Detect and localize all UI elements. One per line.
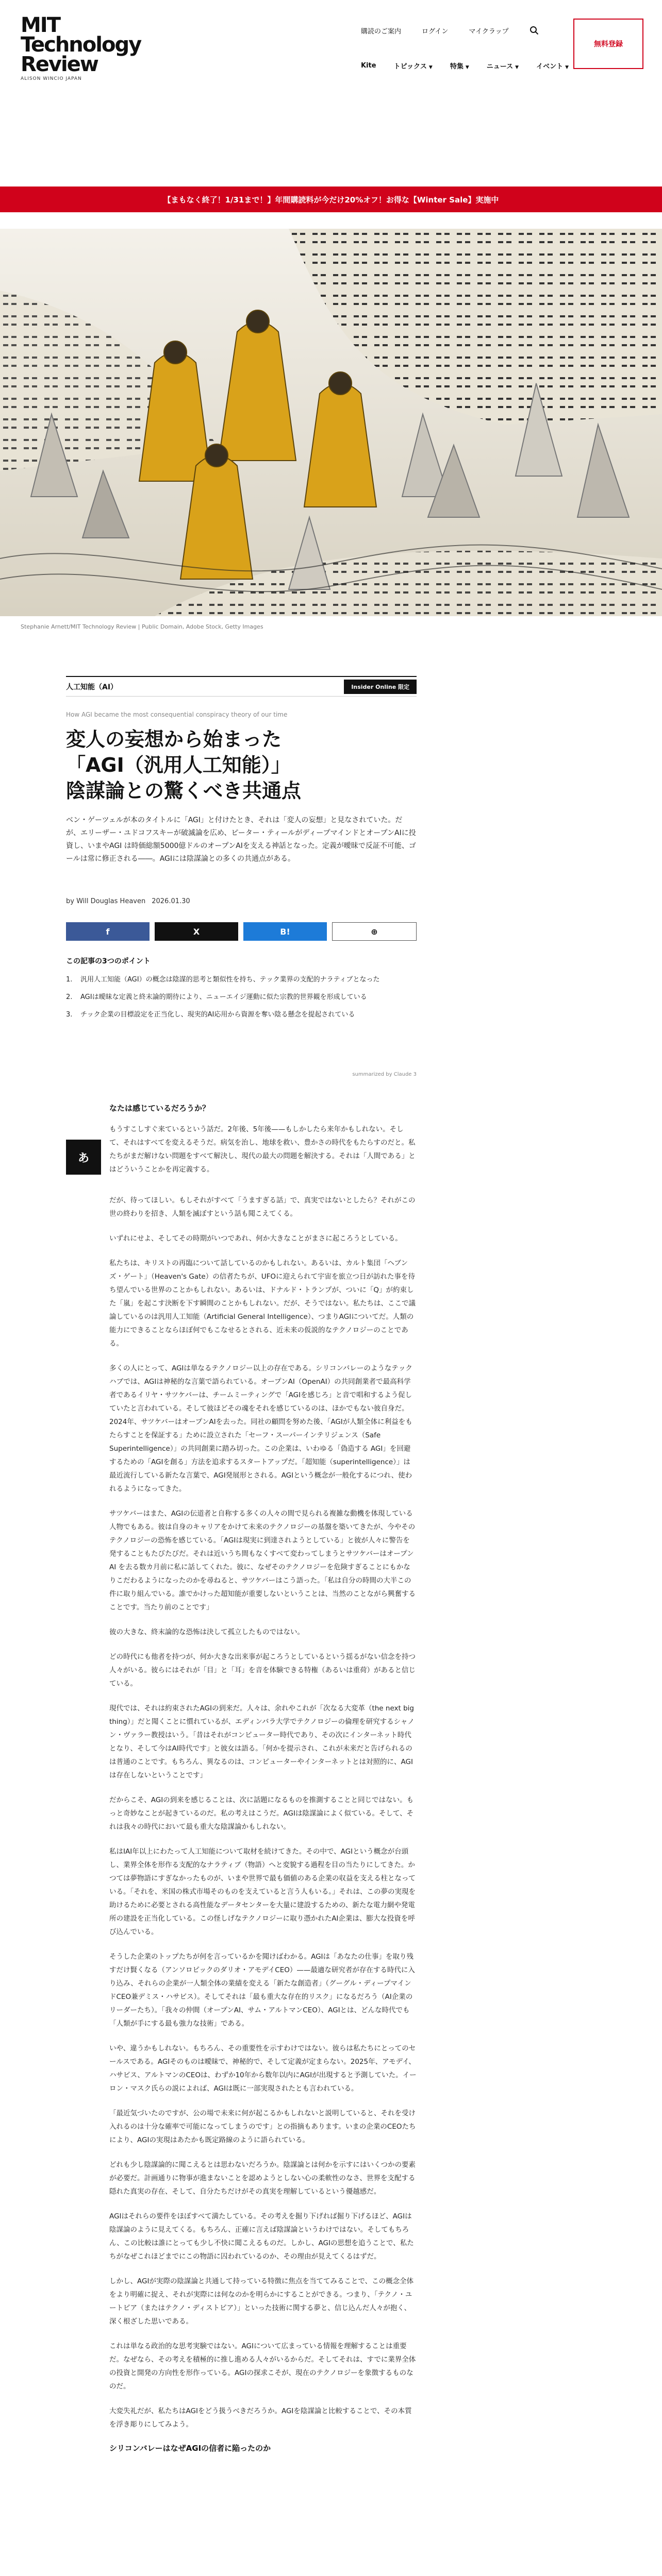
util-link-login[interactable]: ログイン (422, 28, 449, 36)
share-facebook-button[interactable] (66, 922, 150, 941)
site-logo[interactable] (21, 13, 141, 81)
share-hatena-button[interactable] (243, 922, 327, 941)
intro-block (66, 1103, 417, 1188)
article-title (66, 726, 417, 804)
body-paragraph: だからこそ、AGIの到来を感じることは、次に話題になるものを推測することと同じではない。もっと奇妙なことが起きているのだ。私の考えはこうだ。AGIは陰謀論によく似ている。そして、それは我々の時代において最も重大な陰謀論かもしれない。 (109, 1796, 414, 1831)
body-paragraph: 私たちは、キリストの再臨について話しているのかもしれない。あるいは、カルト集団「ヘブンズ・ゲート」（Heaven's Gate）の信者たちが、UFOに迎えられて宇宙を旅立つ日が訪れた事を待ち望んでいる世界のことかもしれない。あるいは、ドナルド・トランプが、ついに「Q」が約束した「嵐」を起こす決断を下す瞬間のことかもしれない。だが、そうではない。私たちは、ここで議論しているのは汎用人工知能（Artificial General Intelligence）、つまりAGIについてだ。人類の能力にできることならほぼ何でもこなせるとされる、近未来の仮説的なテクノロジーのことである。 (109, 1259, 416, 1348)
body-paragraph: そうした企業のトップたちが何を言っているかを聞けばわかる。AGIは「あなたの仕事」を取り残すだけ賢くなる（アンソロピックのダリオ・アモデイCEO）——最適な研究者が存在する時代に入り込み、それらの企業が一人類全体の業績を変える「新たな創造者」（グーグル・ディープマインドCEO兼デミス・ハサビス）。そしてそれは「最も重大な存在的リスク」になるだろう（AI企業のリーダーたち）。「我々の仲間（オープンAI、サム・アルトマンCEO）、AGIとは、どんな時代でも「人類が手にする最も強力な技術」である。 (109, 1953, 415, 2028)
nav-item-features[interactable]: 特集 ▼ (450, 63, 469, 71)
body-paragraph: どの時代にも他者を持つが、何か大きな出来事が起ころうとしているという揺るがない信念を持つ人々がいる。彼らにはそれが「目」と「耳」を音を体験できる特権（あるいは重荷）があると信じている。 (109, 1653, 416, 1688)
body-paragraph: これは単なる政治的な思考実験ではない。AGIについて広まっている情報を理解することは重要だ。なぜなら、その考えを積極的に推し進める人々がいるからだ。そしてそれは、すでに業界全体の投資と開発の方向性を形作っている。AGIの探求こそが、現在のテクノロジーを象徴するものなのだ。 (109, 2342, 416, 2391)
main-nav (361, 61, 569, 71)
insider-badge: Insider Online 限定 (344, 680, 417, 694)
nav-item-events[interactable]: イベント ▼ (536, 63, 569, 71)
dropcap: あ (66, 1140, 101, 1175)
body-paragraph: いずれにせよ、そしてその時期がいつであれ、何か大きなことがまさに起ころうとしている。 (109, 1234, 402, 1243)
logo-subtitle: ALISON WINCIO JAPAN (21, 76, 82, 81)
article-lede: ベン・ゲーツェルが本のタイトルに「AGI」と付けたとき、それは「変人の妄想」と見なされていた。だが、エリーザー・ユドコフスキーが破滅論を広め、ピーター・ティールがディープマインドとオープンAIに投資し、いまやAGI は時価総額5000億ドルのオープンAIを支える神話となった。定義が曖昧で反証不可能、ゴールは常に修正される――。AGIには陰謀論との多くの共通点がある。 (66, 816, 416, 863)
logo-wordmark: MIT Technology Review (21, 13, 141, 76)
body-paragraph: 「最近気づいたのですが、公の場で未来に何が起こるかもしれないと説明していると、それを受け入れるのは十分な確率で可能になってしまうのです」との指摘もあります。いまの企業のCEOたちにより、AGIの実現はあたかも既定路線のように語られている。 (109, 2109, 416, 2144)
hero-collage-illustration (0, 229, 662, 616)
body-paragraph: サツケバーはまた、AGIの伝道者と自称する多くの人々の間で見られる複雑な動機を体現している人物でもある。彼は自身のキャリアをかけて未来のテクノロジーの基盤を築いてきたが、今やそのテクノロジーの恐怖を感じている。「AGIは現実に到達されようとしている」と彼が人々に警告を発することもたびたびだ。それは近いうち間もなくすべて変わってしまうとサツケバーはオープンAI を去る数カ月前に私に話してくれた。彼に、なぜそのテクノロジーを危険すぎることにもかなりこだわるようになったのかを尋ねると、サツケバーはこう語った。「私は自分の時間の大半この件に取り組んでいる。誰でかけった超知能が重要しないということは、当然のことながら興奮することです。当たり前のことです」 (109, 1510, 416, 1612)
util-link-subscribe-info[interactable]: 購読のご案内 (361, 28, 402, 36)
body-paragraph: だが、待ってほしい。もしそれがすべて「うますぎる話」で、真実ではないとしたら？それがこの世の終わりを招き、人類を滅ぼすという話も聞こえてくる。 (109, 1196, 416, 1218)
search-icon[interactable] (529, 26, 539, 35)
body-paragraph: どれも少し陰謀論的に聞こえるとは思わないだろうか。陰謀論とは何かを示すにはいくつかの要素が必要だ。計画通りに物事が進まないことを認めようとしない心の柔軟性のなさ、世界を支配する隠れた真実の存在、そして、自分たちだけがその真実を理解しているという優越感だ。 (109, 2161, 416, 2196)
promo-banner[interactable] (0, 187, 662, 212)
category-label[interactable]: 人工知能（AI） (66, 683, 118, 691)
english-title: How AGI became the most consequential conspiracy theory of our time (66, 711, 288, 718)
link-icon: ⊕ (371, 926, 378, 937)
body-paragraph: 大変失礼だが、私たちはAGIをどう扱うべきだろうか。AGIを陰謀論と比較することで、その本質を浮き彫りにしてみよう。 (109, 2407, 412, 2429)
nav-item-news[interactable]: ニュース ▼ (486, 63, 519, 71)
copy-link-button[interactable] (332, 922, 417, 941)
x-icon: X (193, 926, 200, 937)
section-heading: なたは感じているだろうか？ (109, 1104, 210, 1113)
hero-image (0, 229, 662, 616)
nav-item-kite[interactable]: Kite (361, 62, 376, 70)
summary-list (66, 974, 417, 1021)
body-paragraph: いや、違うかもしれない。もちろん、その重要性を示すわけではない。彼らは私たちにとってのセールスである。AGIそのものは曖昧で、神秘的で、そして定義が定まらない。2025年、アモデイ、ハサビス、アルトマンのCEOは、わずか10年から数年以内にAGIが出現すると予測していた。イーロン・マスク氏らの説によれば、AGIは既に一部実現されたとも言われている。 (109, 2044, 417, 2093)
hatena-bookmark-icon: B! (280, 926, 290, 937)
share-x-button[interactable] (155, 922, 238, 941)
util-link-myclip[interactable]: マイクラップ (469, 28, 509, 36)
body-paragraph: AGIはそれらの要件をほぼすべて満たしている。その考えを掘り下げれば掘り下げるほど、AGIは陰謀論のように見えてくる。もちろん、正確に言えば陰謀論というわけではない。そしてもちろん、この比較は誰にとっても少し不快に聞こえるものだ。しかし、AGIの思想を追うことで、私たちがなぜこれほどまでにこの物語に囚われているのか、その理由が見えてくるはずだ。 (109, 2212, 414, 2261)
byline-author[interactable]: by Will Douglas Heaven (66, 897, 146, 905)
hero-credit: Stephanie Arnett/MIT Technology Review | Public Domain, Adobe Stock, Getty Images (21, 623, 263, 630)
article-summary (66, 956, 417, 1027)
utility-links (361, 26, 539, 36)
chevron-down-icon: ▼ (465, 65, 469, 70)
promo-text: 【まもなく終了！1/31まで！】年間購読料が今だけ20%オフ！お得な【Winter Sale】実施中 (163, 195, 499, 205)
body-paragraph: もうすこしすぐ来ているという話だ。2年後、5年後——もしかしたら来年かもしれない。そして、それはすべてを変えるそうだ。病気を治し、地球を救い、豊かさの時代をもたらすのだと。私たちがまだ解けない問題をすべて解決し、現代の最大の問題を解決する。それは「人間である」とはどういうことかを再定義する。 (109, 1125, 416, 1174)
chevron-down-icon: ▼ (428, 65, 433, 70)
facebook-icon: f (106, 926, 110, 937)
title-line-1: 変人の妄想から始まった (66, 728, 282, 751)
body-paragraph: 彼の大きな、終末論的な恐怖は決して孤立したものではない。 (109, 1628, 304, 1636)
summary-item: 3. チック企業の目標設定を正当化し、現実的AI応用から資源を奪い陰る懸念を提起されている (66, 1011, 355, 1019)
section-heading: シリコンバレーはなぜAGIの信者に陥ったのか (109, 2444, 271, 2453)
byline-date: 2026.01.30 (152, 897, 190, 905)
body-paragraph: 私はIAI年以上にわたって人工知能について取材を続けてきた。その中で、AGIという概念が台頭し、業界全体を形作る支配的なナラティブ（物語）へと変貌する過程を目の当たりにしてきた。かつては夢物語にすぎなかったものが、いまや世界で最も価値のある企業の収益を支える柱となっている。「それを、米国の株式市場そのものを支えていると言う人もいる。」それは、この夢の実現を助けるために必要とされる高性能なデータセンターを大量に建設するための、新たな電力網や発電所の建設を正当化している。この怪しげなテクノロジーに取り憑かれたAI企業は、膨大な投資を呼び込んでいる。 (109, 1848, 416, 1936)
summary-credit: summarized by Claude 3 (352, 1072, 417, 1077)
summary-item: 1. 汎用人工知能（AGI）の概念は陰謀的思考と類似性を持ち、テック業界の支配的ナラティブとなった (66, 976, 380, 984)
body-paragraph: 現代では、それは約束されたAGIの到来だ。人々は、余れやこれが「次なる大変革（the next big thing）」だと聞くことに慣れているが、エディンバラ大学でテクノロジーの倫理を研究するシャノン・ヴァラー教授はいう。「昔はそれがコンピューター時代であり、その次にインターネット時代となり、そして今はAI時代です」と彼女は語る。「何かを提示され、これが未来だと告げられるのは普通のことです。もちろん、異なるのは、コンピューターやインターネットとは対照的に、AGIは存在しないということです」 (109, 1704, 415, 1780)
nav-item-topics[interactable]: トピックス ▼ (393, 63, 433, 71)
body-paragraph: しかし、AGIが実際の陰謀論と共通して持っている特徴に焦点を当ててみることで、この概念全体をより明確に捉え、それが実際には何なのかを明らかにすることができる。つまり、「テクノ・ユートピア（またはテクノ・ディストピア）」といった技術に関する夢と、信じ込んだ人々が抱く、深く根ざした思いである。 (109, 2277, 414, 2326)
title-line-3: 陰謀論との驚くべき共通点 (66, 779, 302, 802)
site-header (0, 0, 662, 112)
article-body (66, 1103, 417, 2463)
summary-item: 2. AGIは曖昧な定義と終末論的期待により、ニューエイジ運動に似た宗教的世界観を形成している (66, 993, 367, 1001)
title-line-2: 「AGI（汎用人工知能）」 (66, 754, 291, 776)
free-register-button[interactable]: 無料登録 (573, 19, 643, 69)
body-paragraph: 多くの人にとって、AGIは単なるテクノロジー以上の存在である。シリコンバレーのようなテックハブでは、AGIは神秘的な言葉で語られている。オープンAI（OpenAI）の共同創業者で最高科学者であるイリヤ・サツケバーは、チームミーティングで「AGIを感じろ」と音で唱和するよう促していたと言われている。そして彼ほどその魂をそれを感じているのは、ほかでもない彼自身だ。2024年、サツケバーはオープンAIを去った。同社の顧問を努めた後、「AGIが人類全体に利益をもたらすことを保証する」ために設立された「セーフ・スーパーインテリジェンス（Safe Superintelligence）」の共同創業に踏み切った。この企業は、いわゆる「偽造する AGI」を回避するための「AGIを創る」方法を追求するスタートアップだ。「超知能（superintelligence）」は最近流行している新たな言葉で、AGI発展形とされる。AGIという概念が一般化するにつれ、使われるようになってきた。 (109, 1364, 412, 1493)
category-row (66, 676, 417, 697)
share-buttons (66, 922, 417, 941)
chevron-down-icon: ▼ (565, 65, 569, 70)
byline (66, 897, 190, 905)
chevron-down-icon: ▼ (515, 65, 519, 70)
summary-heading: この記事の3つのポイント (66, 957, 151, 965)
